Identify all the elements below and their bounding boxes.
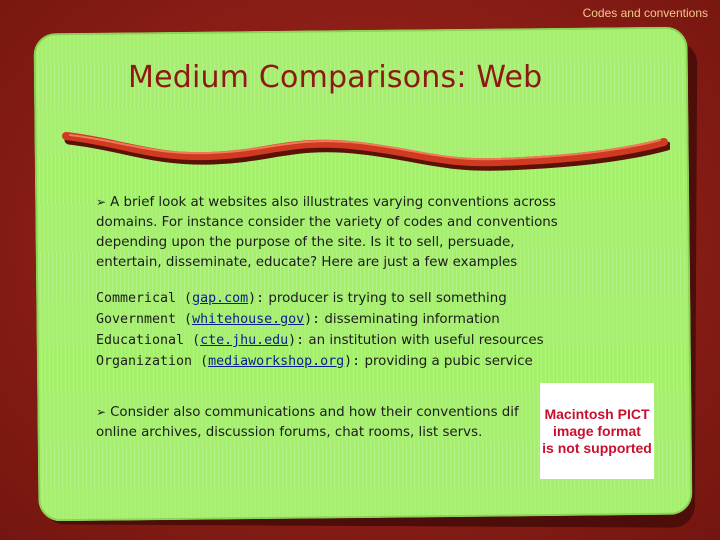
squiggle-divider: [60, 128, 670, 176]
placeholder-line: image format: [553, 422, 641, 439]
bullet-line: domains. For instance consider the variety of codes and conventions: [96, 215, 558, 230]
bullet-text: A brief look at websites also illustrates varying conventions across: [110, 195, 557, 210]
link-mediaworkshop[interactable]: mediaworkshop.org: [208, 354, 345, 369]
example-educational: [96, 329, 616, 350]
bullet-line: [96, 192, 596, 213]
example-organization: [96, 350, 616, 371]
placeholder-line: Macintosh PICT: [544, 405, 650, 422]
example-label: Commerical (: [96, 291, 193, 306]
bullet-line: entertain, disseminate, educate? Here are just a few examples: [96, 255, 518, 270]
bullet-line: online archives, discussion forums, chat rooms, list servs.: [96, 425, 483, 440]
example-label: Government (: [96, 312, 193, 327]
communications-bullet: [96, 402, 519, 443]
bullet-text: Consider also communications and how their conventions dif: [110, 405, 519, 420]
example-government: [96, 308, 616, 329]
example-label-end: ):: [288, 333, 305, 348]
bullet-line: [96, 402, 519, 423]
unsupported-image-placeholder: [540, 383, 654, 479]
example-commercial: [96, 287, 616, 308]
example-label-end: ):: [304, 312, 321, 327]
link-cte[interactable]: cte.jhu.edu: [200, 333, 289, 348]
example-desc: disseminating information: [320, 312, 500, 327]
arrow-bullet-icon: ➢: [96, 405, 107, 419]
link-gap[interactable]: gap.com: [192, 291, 249, 306]
header-tag: Codes and conventions: [582, 6, 708, 20]
example-label-end: ):: [248, 291, 265, 306]
examples-list: [96, 287, 616, 371]
link-whitehouse[interactable]: whitehouse.gov: [192, 312, 305, 327]
example-label-end: ):: [344, 354, 361, 369]
arrow-bullet-icon: ➢: [96, 195, 107, 209]
slide-title: Medium Comparisons: Web: [128, 60, 543, 95]
example-desc: producer is trying to sell something: [264, 291, 507, 306]
intro-bullet: [96, 192, 596, 273]
example-desc: an institution with useful resources: [304, 333, 544, 348]
example-desc: providing a pubic service: [360, 354, 533, 369]
example-label: Educational (: [96, 333, 201, 348]
placeholder-line: is not supported: [542, 439, 652, 456]
bullet-line: depending upon the purpose of the site. Is it to sell, persuade,: [96, 235, 515, 250]
example-label: Organization (: [96, 354, 209, 369]
